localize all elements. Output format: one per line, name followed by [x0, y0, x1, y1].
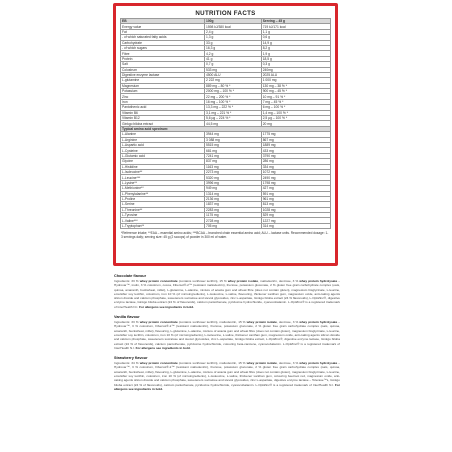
flavour-ingredients: [114, 320, 340, 350]
table-cell: 22 mg – 200 % *: [205, 94, 262, 99]
flavour-title: Chocolate flavour: [114, 274, 147, 278]
table-cell: L-Arginine: [121, 137, 205, 142]
table-cell: 5,6 µg – 224 % *: [205, 116, 262, 121]
table-cell: 2,5 µg – 100 % *: [261, 116, 330, 121]
table-cell: 2136 mg: [205, 196, 262, 201]
nutrition-facts-panel: [113, 3, 338, 266]
table-cell: L-Serine: [121, 202, 205, 207]
table-cell: Ginkgo biloba extract: [121, 121, 205, 126]
table-cell: 8,2 g: [261, 45, 330, 50]
table-cell: 2025 ALU: [261, 72, 330, 77]
table-cell: 705 mg: [205, 223, 262, 228]
table-cell: L-Isoleucine**: [121, 169, 205, 174]
table-cell: 2273 mg: [205, 169, 262, 174]
table-cell: 3944 mg: [205, 132, 262, 137]
nutrition-table: [120, 18, 331, 229]
table-cell: Salt: [121, 62, 205, 67]
table-cell: Vitamin B12: [121, 116, 205, 121]
table-cell: 1072 mg: [261, 169, 330, 174]
table-cell: Zinc: [121, 94, 205, 99]
table-cell: 7241 mg: [205, 153, 262, 158]
table-cell: L-Leucine***: [121, 175, 205, 180]
table-cell: 16,3 g: [205, 45, 262, 50]
table-cell: L-glutamine: [121, 78, 205, 83]
table-cell: 949 mg: [205, 186, 262, 191]
table-cell: L-Glutamic acid: [121, 153, 205, 158]
table-cell: 14,9 g: [261, 40, 330, 45]
flavour-ingredients: [114, 279, 340, 309]
table-cell: Colostrum: [121, 67, 205, 72]
amino-section-label: Typical amino acid spectrum:: [121, 126, 331, 131]
ingredient-text: , dextrose, 3 %: [276, 361, 300, 366]
table-cell: L-Cysteine: [121, 148, 205, 153]
ingredient-text: – Hydrovar™, 3 % colostrum, Fibersol®-2™ (resistant maltodextrin), fructose, potassium gluconate, 2 % gluten free grain carbohydrate complex (oats, quinoa, amaranth, buckwheat, millet), flavouring, L-glutamine, L-alanine, mixture of acacia gum and wheat fibre (does not contain gluten), magnesium bisglycinate, L-leucine, emulsifier soy lecithin, colostrum, iron 10 % (of microingredients), L-isoleucine, L-valine, thickener xanthan gum, colouring beetroot red, magnesium oxide, anti-caking agents silicon dioxide and calcium phosphate, sweeteners sucralose and steviol glycosides, zinc L-aspartate, digestive enzyme lactase – Tolerase™L, Ginkgo biloba extract (24 % of flavonoids), calcium pantothenate, pyridoxine hydrochloride, cyanocobalamin. L-OptiZinc® is a registered trademark of InterHealth N.I.: [114, 361, 341, 387]
flavour-title: Vanilla flavour: [114, 315, 140, 320]
table-cell: Carbohydrate: [121, 40, 205, 45]
table-cell: 1889 mg: [261, 142, 330, 147]
ingredient-text: (contains sunflower lecithin), maltodextrin, 15 %: [177, 361, 247, 366]
table-cell: 3790 mg: [261, 153, 330, 158]
table-cell: L-Tyrosine: [121, 213, 205, 218]
table-cell: Vitamin B6: [121, 110, 205, 115]
ingredient-text: – Hydrovar™, 3 % colostrum, Fibersol®-2™ (resistant maltodextrin), fructose, potassium gluconate, 2 % gluten free grain carbohydrate complex (oats, quinoa, amaranth, buckwheat, millet), flavouring, L-glutamine, L-alanine, mixture of acacia gum and wheat fibre (does not contain gluten), magnesium bisglycinate, L-leucine, emulsifier soy lecithin, colostrum, iron 10 % (of microingredients), L-isoleucine, L-valine, thickener xanthan gum, magnesium oxide, anti-caking agents silicon dioxide and calcium phosphate, sweeteners sucralose and steviol glycosides, zinc L-aspartate, Ginkgo biloba extract, L-OptiZinc®, digestive enzyme lactase, Ginkgo biloba extract (24 % of flavonoids), calcium pantothenate, pyridoxine hydrochloride, colouring beta-carotene, cyanocobalamin. L-OptiZinc® is a registered trademark of InterHealth N.I.: [114, 320, 341, 350]
table-cell: 1227 mg: [261, 218, 330, 223]
table-cell: Serving – 45 g: [261, 19, 330, 24]
table-cell: 1314 mg: [205, 191, 262, 196]
table-cell: Magnesium: [121, 83, 205, 88]
flavour-block: [114, 356, 340, 391]
ingredient-text: Ingredients: 34 %: [114, 361, 140, 366]
ingredient-bold-text: whey protein isolate: [246, 361, 277, 366]
table-cell: 2 222 mg: [205, 78, 262, 83]
table-cell: 0,7 g: [205, 62, 262, 67]
table-cell: 18,5 g: [261, 56, 330, 61]
table-cell: 6 mg – 100 % *: [261, 105, 330, 110]
table-cell: 20 mg: [261, 121, 330, 126]
ingredient-bold-text: For allergens see ingredients in bold.: [114, 382, 340, 391]
table-cell: 0,3 g: [261, 62, 330, 67]
table-cell: L-Lysine**: [121, 180, 205, 185]
table-cell: 1028 mg: [261, 207, 330, 212]
ingredients-section: [114, 274, 340, 397]
table-cell: 4,2 g: [205, 51, 262, 56]
ingredient-text: Ingredients: 33 %: [114, 279, 140, 283]
table-cell: L-Alanine: [121, 132, 205, 137]
table-cell: L-Phenylalanine**: [121, 191, 205, 196]
flavour-block: [114, 315, 340, 350]
table-cell: 7 mg – 45 % *: [261, 99, 330, 104]
table-cell: 900 mg – 45 % *: [261, 89, 330, 94]
table-cell: - of which sugars: [121, 45, 205, 50]
table-cell: Glycine: [121, 159, 205, 164]
table-cell: 3 088 mg: [205, 137, 262, 142]
table-cell: 0,6 g: [261, 35, 330, 40]
table-cell: 1798 mg: [261, 180, 330, 185]
table-cell: 529 mg: [261, 213, 330, 218]
table-cell: 427 mg: [261, 186, 330, 191]
table-cell: 100g: [205, 19, 262, 24]
table-cell: 1163 mg: [205, 164, 262, 169]
table-cell: Protein: [121, 56, 205, 61]
table-cell: 2728 mg: [205, 218, 262, 223]
table-cell: 5515 mg: [205, 142, 262, 147]
table-cell: 1837 mg: [205, 202, 262, 207]
table-cell: 2490 mg: [261, 175, 330, 180]
table-cell: 334 mg: [261, 164, 330, 169]
table-cell: 961 mg: [261, 196, 330, 201]
table-cell: 4500 ALU: [205, 72, 262, 77]
table-cell: Energy value: [121, 24, 205, 29]
table-cell: Potassium: [121, 89, 205, 94]
table-cell: 1,1 g: [261, 29, 330, 34]
ingredient-bold-text: whey protein hydrolysate: [299, 279, 338, 283]
table-cell: L-Valine***: [121, 218, 205, 223]
table-cell: 41 g: [205, 56, 262, 61]
table-cell: Pantothenic acid: [121, 105, 205, 110]
table-cell: 44,5 mg: [205, 121, 262, 126]
table-cell: 1175 mg: [205, 213, 262, 218]
table-cell: 240mg: [261, 67, 330, 72]
table-cell: 13,3 mg – 222 % *: [205, 105, 262, 110]
ingredient-bold-text: whey protein hydrolysate: [299, 320, 338, 325]
table-cell: 719 kJ/171 kcal: [261, 24, 330, 29]
table-cell: Fibre: [121, 51, 205, 56]
table-cell: Digestive enzyme lactase: [121, 72, 205, 77]
table-row: [121, 223, 331, 228]
table-cell: L-Tryptophan**: [121, 223, 205, 228]
table-cell: 3,1 mg – 221 % *: [205, 110, 262, 115]
table-cell: 813 mg: [261, 202, 330, 207]
table-cell: 2,4 g: [205, 29, 262, 34]
table-cell: Iron: [121, 99, 205, 104]
table-cell: 286 mg: [261, 159, 330, 164]
ingredient-text: (contains sunflower lecithin), maltodextrin, 15 %: [177, 320, 247, 325]
table-cell: 867 mg: [261, 137, 330, 142]
table-cell: 533 mg: [205, 67, 262, 72]
ingredient-bold-text: For allergens see ingredients in bold.: [135, 345, 191, 350]
table-cell: L-Proline: [121, 196, 205, 201]
flavour-block: [114, 274, 340, 309]
table-cell: 130 mg – 38 % *: [261, 83, 330, 88]
table-cell: 2000 mg – 100 % *: [205, 89, 262, 94]
table-cell: 1 000 mg: [261, 78, 330, 83]
table-cell: 16 mg – 100 % *: [205, 99, 262, 104]
table-cell: - of which saturated fatty acids: [121, 35, 205, 40]
table-cell: ЕВ: [121, 19, 205, 24]
nutrition-facts-title: NUTRITION FACTS: [195, 10, 256, 17]
ingredient-bold-text: whey protein concentrate: [139, 279, 178, 283]
table-cell: L-Methionine**: [121, 186, 205, 191]
table-cell: 1598 kJ/380 kcal: [205, 24, 262, 29]
ingredient-bold-text: whey protein isolate: [227, 279, 259, 283]
table-cell: 2283 mg: [205, 207, 262, 212]
table-cell: 314 mg: [261, 223, 330, 228]
ingredient-bold-text: whey protein concentrate: [139, 320, 178, 325]
ingredient-text: (contains sunflower lecithin), 15 %: [177, 279, 228, 283]
table-cell: L-Histidine: [121, 164, 205, 169]
table-cell: 1,4 mg – 100 % *: [261, 110, 330, 115]
ingredient-text: – Hydrovar™, inulin, 3 % colostrum, cocoa, Fibersol®-2™ (resistant maltodextrin), fructose, potassium gluconate, 2 % gluten free grain carbohydrate complex (oats, quinoa, amaranth, buckwheat, millet), L-glutamine, L-alanine, mixture of acacia gum and wheat fibre (does not contain gluten), magnesium bisglycinate, L-leucine, emulsifier soy lecithin, colostrum, iron 10 % (of microingredients), L-isoleucine, L-valine, flavouring, thickener xanthan gum, magnesium oxide, anti-caking agents silicon dioxide and calcium phosphate, sweeteners sucralose and steviol glycosides, zinc L-aspartate, Ginkgo biloba extract (24 % flavonoids), L-OptiZinc®, digestive enzyme lactase, Ginkgo biloba extract (24 % of flavonoids), calcium pantothenate, pyridoxine hydrochloride, cyanocobalamin. L-OptiZinc® is a registered trademark of InterHealth N.I.: [114, 279, 341, 309]
table-cell: 889 mg – 80 % *: [205, 83, 262, 88]
table-cell: 1,3 g: [205, 35, 262, 40]
ingredient-text: Ingredients: 33 %: [114, 320, 140, 325]
table-cell: 33 g: [205, 40, 262, 45]
table-cell: 433 mg: [261, 148, 330, 153]
table-cell: 1,9 g: [261, 51, 330, 56]
ingredient-bold-text: For allergens see ingredients in bold.: [139, 304, 194, 309]
table-cell: 591 mg: [261, 191, 330, 196]
table-cell: 5320 mg: [205, 175, 262, 180]
table-cell: L-Threonine**: [121, 207, 205, 212]
ingredient-text: , dextrose, 3 %: [276, 320, 300, 325]
table-cell: L-Aspartic acid: [121, 142, 205, 147]
table-cell: 681 mg: [205, 148, 262, 153]
nutrition-footnote: *Reference intake; **EAA – essential amino acids; ***BCAA – branched chain essential amino acid; ALU – lactase units. Recommended dosage: 1-3 servings daily; serving size: 45 g (2 scoops) of powder in 300 ml of water.: [121, 231, 329, 240]
ingredient-bold-text: whey protein concentrate: [139, 361, 178, 366]
table-cell: 10 mg – 91 % *: [261, 94, 330, 99]
ingredient-bold-text: whey protein isolate: [246, 320, 277, 325]
ingredient-bold-text: whey protein hydrolysate: [299, 361, 338, 366]
ingredient-text: , maltodextrin, dextrose, 3 %: [258, 279, 300, 283]
table-cell: 3996 mg: [205, 180, 262, 185]
table-cell: 837 mg: [205, 159, 262, 164]
flavour-title: Strawberry flavour: [114, 356, 148, 361]
flavour-ingredients: [114, 361, 340, 391]
table-cell: Fat: [121, 29, 205, 34]
table-cell: 1775 mg: [261, 132, 330, 137]
